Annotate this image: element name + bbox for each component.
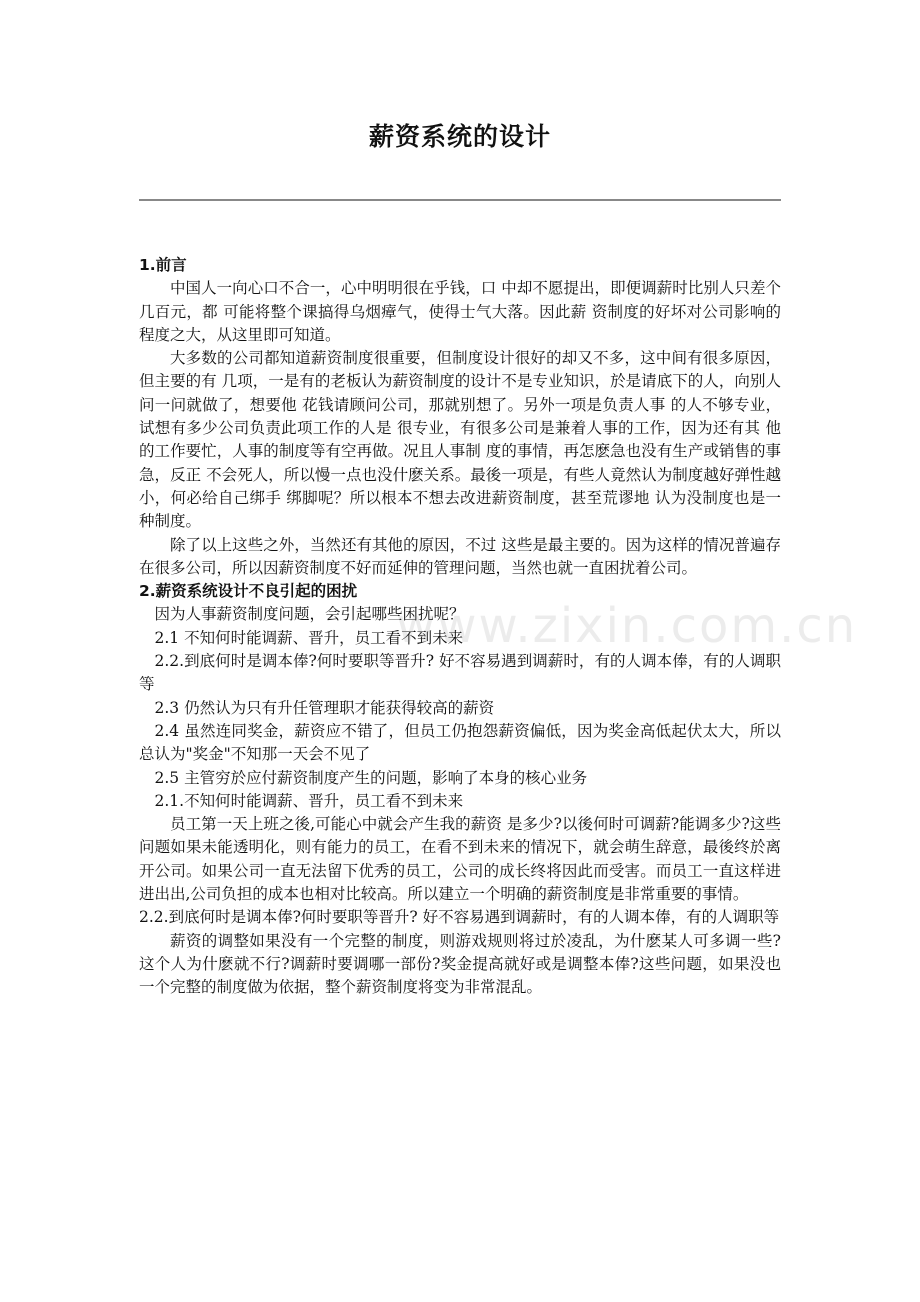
list-item: 2.5 主管穷於应付薪资制度产生的问题，影响了本身的核心业务 [154, 768, 588, 787]
document-title: 薪资系统的设计 [368, 122, 551, 151]
watermark: www.zixin.com.cn [396, 598, 858, 654]
body-paragraph: 薪资的调整如果没有一个完整的制度，则游戏规则将过於凌乱，为什麽某人可多调一些?这个人为什麽就不行?调薪时要调哪一部份?奖金提高就好或是调整本俸?这些问题，如果没也一个完整的制度做为依据，整个薪资制度将变为非常混乱。 [139, 931, 781, 997]
body-paragraph: 员工第一天上班之後,可能心中就会产生我的薪资 是多少?以後何时可调薪?能调多少?这些问题如果未能透明化，则有能力的员工，在看不到未来的情况下，就会萌生辞意，最後终於离开公司。如果公司一直无法留下优秀的员工，公司的成长终将因此而受害。而员工一直这样进进出出,公司负担的成本也相对比较高。所以建立一个明确的薪资制度是非常重要的事情。 [139, 815, 781, 904]
section-heading-preface: 1.前言 [139, 256, 187, 274]
title-divider [139, 199, 781, 201]
section-heading-problems: 2.薪资系统设计不良引起的困扰 [139, 582, 358, 601]
subsection-heading: 2.2.到底何时是调本俸?何时要职等晋升? 好不容易遇到调薪时，有的人调本俸，有的人调职等 [139, 908, 780, 927]
body-paragraph: 中国人一向心口不合一，心中明明很在乎钱，口 中却不愿提出，即便调薪时比别人只差个几百元，都 可能将整个课搞得乌烟瘴气，使得士气大落。因此薪 资制度的好坏对公司影响的程度之大，从这里即可知道。 [139, 279, 781, 344]
list-item: 2.4 虽然连同奖金，薪资应不错了，但员工仍抱怨薪资偏低，因为奖金高低起伏太大，所以总认为"奖金"不知那一天会不见了 [139, 721, 781, 764]
list-item: 2.2.到底何时是调本俸?何时要职等晋升? 好不容易遇到调薪时，有的人调本俸，有的人调职等 [139, 652, 781, 694]
body-paragraph: 大多数的公司都知道薪资制度很重要，但制度设计很好的却又不多，这中间有很多原因，但主要的有 几项，一是有的老板认为薪资制度的设计不是专业知识，於是请底下的人，向别人问一问就做了，想要他 花钱请顾问公司，那就别想了。另外一项是负责人事 的人不够专业，试想有多少公司负责此项工作的人是 很专业，有很多公司是兼着人事的工作，因为还有其 他的工作要忙，人事的制度等有空再做。况且人事制 度的事情，再怎麽急也没有生产或销售的事急，反正 不会死人，所以慢一点也没什麽关系。最後一项是，有些人竟然认为制度越好弹性越小，何必给自己绑手 绑脚呢？所以根本不想去改进薪资制度，甚至荒谬地 认为没制度也是一种制度。 [139, 349, 781, 531]
list-item: 2.3 仍然认为只有升任管理职才能获得较高的薪资 [154, 698, 495, 717]
subsection-heading: 2.1.不知何时能调薪、晋升，员工看不到未来 [154, 791, 464, 810]
body-paragraph: 因为人事薪资制度问题，会引起哪些困扰呢？ [154, 605, 465, 624]
list-item: 2.1 不知何时能调薪、晋升，员工看不到未来 [154, 628, 464, 647]
body-paragraph: 除了以上这些之外，当然还有其他的原因，不过 这些是最主要的。因为这样的情况普遍存在很多公司，所以因薪资制度不好而延伸的管理问题，当然也就一直困扰着公司。 [139, 535, 781, 577]
document-body [139, 254, 781, 1000]
